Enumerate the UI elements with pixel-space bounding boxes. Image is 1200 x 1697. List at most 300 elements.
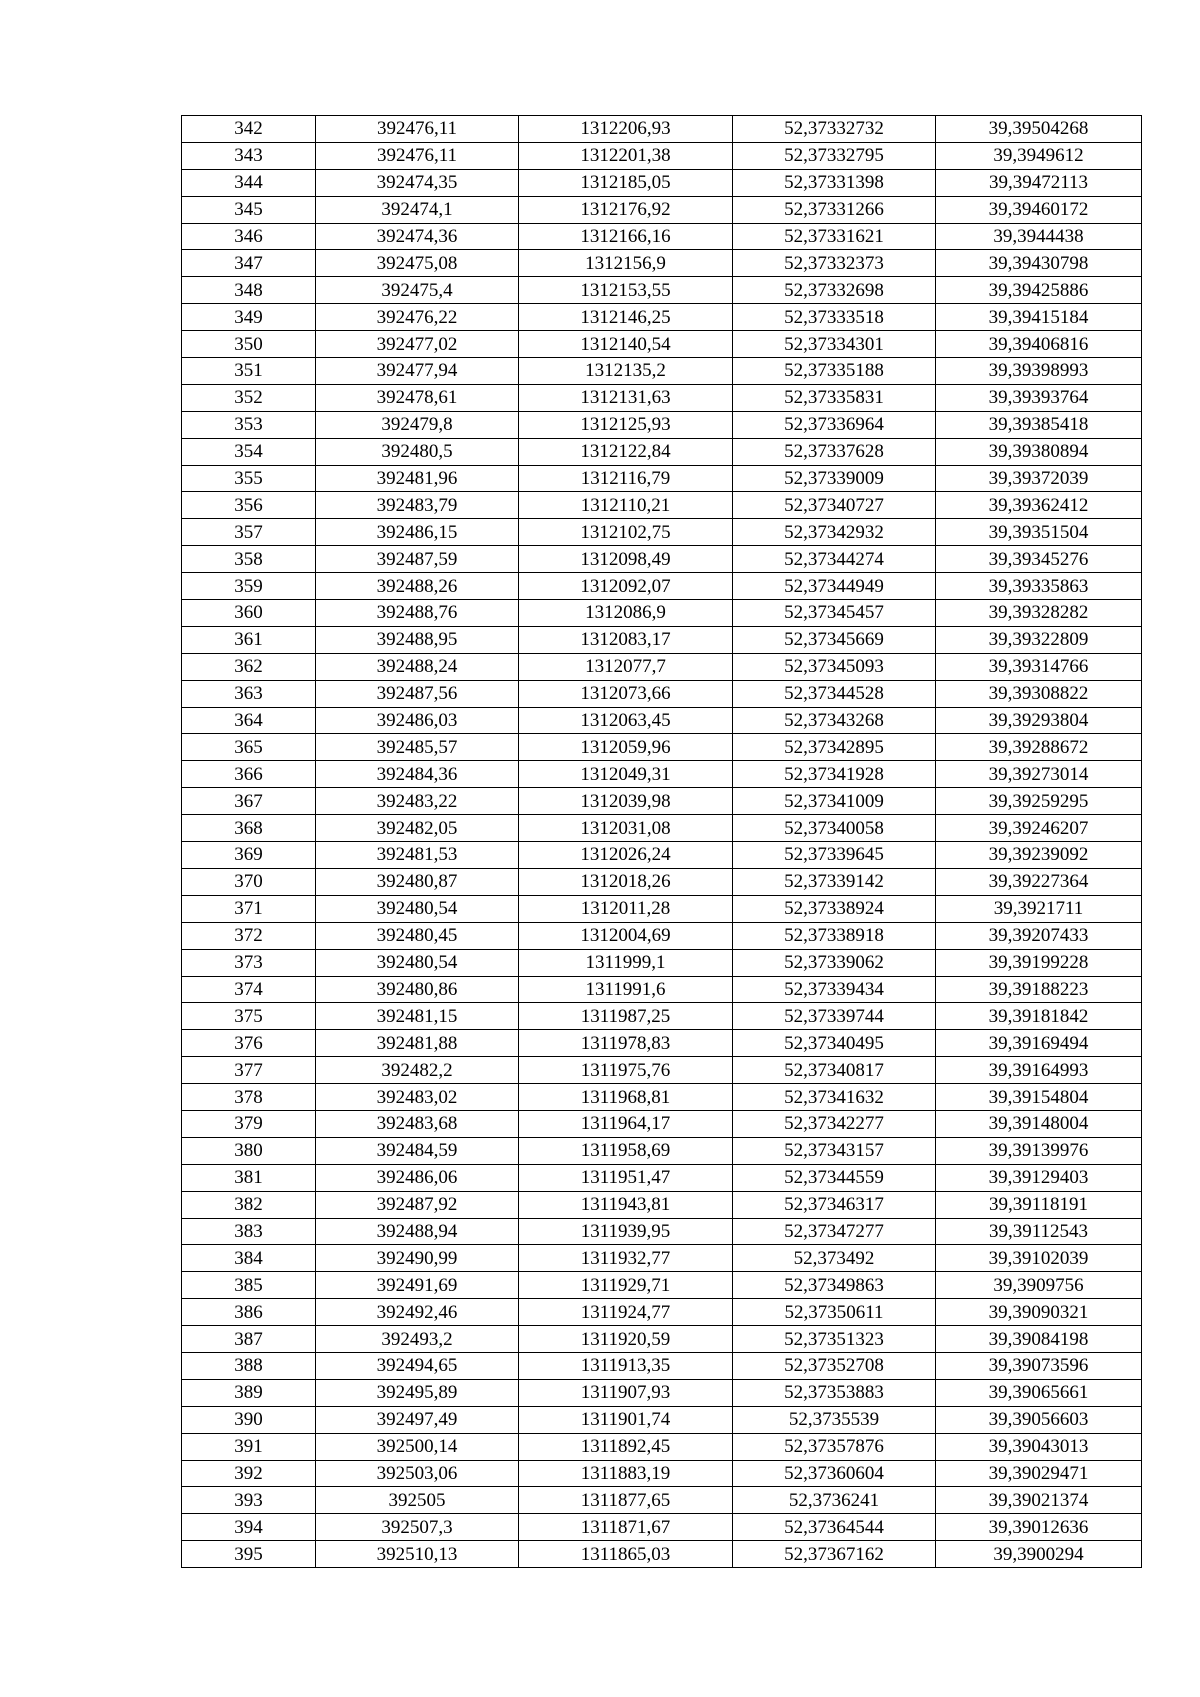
point-number-cell: 389 <box>182 1379 316 1406</box>
longitude-cell: 39,39314766 <box>936 653 1142 680</box>
longitude-cell: 39,39460172 <box>936 196 1142 223</box>
y-coordinate-cell: 1312083,17 <box>519 626 733 653</box>
x-coordinate-cell: 392478,61 <box>316 384 519 411</box>
longitude-cell: 39,3921711 <box>936 895 1142 922</box>
point-number-cell: 352 <box>182 384 316 411</box>
point-number-cell: 377 <box>182 1057 316 1084</box>
x-coordinate-cell: 392480,87 <box>316 868 519 895</box>
table-row <box>182 1433 1142 1460</box>
y-coordinate-cell: 1312018,26 <box>519 868 733 895</box>
table-row <box>182 1191 1142 1218</box>
latitude-cell: 52,37332732 <box>733 116 936 143</box>
point-number-cell: 344 <box>182 169 316 196</box>
longitude-cell: 39,39012636 <box>936 1514 1142 1541</box>
point-number-cell: 383 <box>182 1218 316 1245</box>
point-number-cell: 362 <box>182 653 316 680</box>
y-coordinate-cell: 1311901,74 <box>519 1406 733 1433</box>
table-row <box>182 949 1142 976</box>
point-number-cell: 376 <box>182 1030 316 1057</box>
latitude-cell: 52,37341009 <box>733 788 936 815</box>
x-coordinate-cell: 392484,59 <box>316 1137 519 1164</box>
table-row <box>182 788 1142 815</box>
longitude-cell: 39,39385418 <box>936 411 1142 438</box>
table-row <box>182 573 1142 600</box>
longitude-cell: 39,39199228 <box>936 949 1142 976</box>
longitude-cell: 39,39065661 <box>936 1379 1142 1406</box>
point-number-cell: 348 <box>182 277 316 304</box>
table-row <box>182 1245 1142 1272</box>
latitude-cell: 52,37331266 <box>733 196 936 223</box>
y-coordinate-cell: 1312063,45 <box>519 707 733 734</box>
longitude-cell: 39,39345276 <box>936 546 1142 573</box>
y-coordinate-cell: 1311883,19 <box>519 1460 733 1487</box>
latitude-cell: 52,37333518 <box>733 304 936 331</box>
table-row <box>182 734 1142 761</box>
latitude-cell: 52,37334301 <box>733 331 936 358</box>
point-number-cell: 388 <box>182 1352 316 1379</box>
coordinates-table-body <box>182 116 1142 1568</box>
longitude-cell: 39,39227364 <box>936 868 1142 895</box>
x-coordinate-cell: 392486,15 <box>316 519 519 546</box>
point-number-cell: 387 <box>182 1326 316 1353</box>
y-coordinate-cell: 1311999,1 <box>519 949 733 976</box>
x-coordinate-cell: 392480,54 <box>316 895 519 922</box>
point-number-cell: 378 <box>182 1084 316 1111</box>
point-number-cell: 354 <box>182 438 316 465</box>
longitude-cell: 39,39188223 <box>936 976 1142 1003</box>
point-number-cell: 381 <box>182 1164 316 1191</box>
point-number-cell: 356 <box>182 492 316 519</box>
point-number-cell: 342 <box>182 116 316 143</box>
table-row <box>182 1110 1142 1137</box>
y-coordinate-cell: 1311892,45 <box>519 1433 733 1460</box>
table-row <box>182 815 1142 842</box>
y-coordinate-cell: 1312059,96 <box>519 734 733 761</box>
point-number-cell: 372 <box>182 922 316 949</box>
y-coordinate-cell: 1311871,67 <box>519 1514 733 1541</box>
latitude-cell: 52,37347277 <box>733 1218 936 1245</box>
table-row <box>182 1218 1142 1245</box>
x-coordinate-cell: 392495,89 <box>316 1379 519 1406</box>
y-coordinate-cell: 1311951,47 <box>519 1164 733 1191</box>
latitude-cell: 52,37341632 <box>733 1084 936 1111</box>
point-number-cell: 370 <box>182 868 316 895</box>
table-row <box>182 1326 1142 1353</box>
y-coordinate-cell: 1312201,38 <box>519 142 733 169</box>
y-coordinate-cell: 1312049,31 <box>519 761 733 788</box>
longitude-cell: 39,39181842 <box>936 1003 1142 1030</box>
latitude-cell: 52,37331398 <box>733 169 936 196</box>
longitude-cell: 39,39112543 <box>936 1218 1142 1245</box>
table-row <box>182 250 1142 277</box>
latitude-cell: 52,37344274 <box>733 546 936 573</box>
latitude-cell: 52,3736241 <box>733 1487 936 1514</box>
latitude-cell: 52,37353883 <box>733 1379 936 1406</box>
latitude-cell: 52,37338918 <box>733 922 936 949</box>
longitude-cell: 39,39154804 <box>936 1084 1142 1111</box>
latitude-cell: 52,37342895 <box>733 734 936 761</box>
point-number-cell: 374 <box>182 976 316 1003</box>
y-coordinate-cell: 1312039,98 <box>519 788 733 815</box>
y-coordinate-cell: 1311939,95 <box>519 1218 733 1245</box>
point-number-cell: 353 <box>182 411 316 438</box>
latitude-cell: 52,37336964 <box>733 411 936 438</box>
y-coordinate-cell: 1312135,2 <box>519 358 733 385</box>
point-number-cell: 364 <box>182 707 316 734</box>
longitude-cell: 39,39073596 <box>936 1352 1142 1379</box>
point-number-cell: 365 <box>182 734 316 761</box>
longitude-cell: 39,39207433 <box>936 922 1142 949</box>
point-number-cell: 393 <box>182 1487 316 1514</box>
y-coordinate-cell: 1311978,83 <box>519 1030 733 1057</box>
latitude-cell: 52,37360604 <box>733 1460 936 1487</box>
point-number-cell: 366 <box>182 761 316 788</box>
latitude-cell: 52,37340727 <box>733 492 936 519</box>
y-coordinate-cell: 1311877,65 <box>519 1487 733 1514</box>
x-coordinate-cell: 392476,22 <box>316 304 519 331</box>
x-coordinate-cell: 392507,3 <box>316 1514 519 1541</box>
latitude-cell: 52,37343268 <box>733 707 936 734</box>
x-coordinate-cell: 392474,36 <box>316 223 519 250</box>
point-number-cell: 371 <box>182 895 316 922</box>
latitude-cell: 52,37345457 <box>733 600 936 627</box>
longitude-cell: 39,39308822 <box>936 680 1142 707</box>
x-coordinate-cell: 392492,46 <box>316 1299 519 1326</box>
x-coordinate-cell: 392474,1 <box>316 196 519 223</box>
x-coordinate-cell: 392482,05 <box>316 815 519 842</box>
point-number-cell: 379 <box>182 1110 316 1137</box>
y-coordinate-cell: 1312011,28 <box>519 895 733 922</box>
longitude-cell: 39,39169494 <box>936 1030 1142 1057</box>
y-coordinate-cell: 1311865,03 <box>519 1541 733 1568</box>
table-row <box>182 626 1142 653</box>
y-coordinate-cell: 1312073,66 <box>519 680 733 707</box>
table-row <box>182 1003 1142 1030</box>
table-row <box>182 465 1142 492</box>
longitude-cell: 39,39139976 <box>936 1137 1142 1164</box>
x-coordinate-cell: 392493,2 <box>316 1326 519 1353</box>
longitude-cell: 39,39335863 <box>936 573 1142 600</box>
point-number-cell: 358 <box>182 546 316 573</box>
table-row <box>182 868 1142 895</box>
table-row <box>182 1272 1142 1299</box>
latitude-cell: 52,37350611 <box>733 1299 936 1326</box>
x-coordinate-cell: 392475,08 <box>316 250 519 277</box>
y-coordinate-cell: 1311929,71 <box>519 1272 733 1299</box>
point-number-cell: 343 <box>182 142 316 169</box>
x-coordinate-cell: 392491,69 <box>316 1272 519 1299</box>
latitude-cell: 52,37340058 <box>733 815 936 842</box>
y-coordinate-cell: 1312146,25 <box>519 304 733 331</box>
longitude-cell: 39,39056603 <box>936 1406 1142 1433</box>
latitude-cell: 52,37332373 <box>733 250 936 277</box>
x-coordinate-cell: 392481,53 <box>316 842 519 869</box>
x-coordinate-cell: 392505 <box>316 1487 519 1514</box>
latitude-cell: 52,37331621 <box>733 223 936 250</box>
table-row <box>182 1299 1142 1326</box>
y-coordinate-cell: 1312206,93 <box>519 116 733 143</box>
x-coordinate-cell: 392488,24 <box>316 653 519 680</box>
point-number-cell: 360 <box>182 600 316 627</box>
longitude-cell: 39,39246207 <box>936 815 1142 842</box>
point-number-cell: 357 <box>182 519 316 546</box>
y-coordinate-cell: 1312185,05 <box>519 169 733 196</box>
x-coordinate-cell: 392485,57 <box>316 734 519 761</box>
longitude-cell: 39,39029471 <box>936 1460 1142 1487</box>
y-coordinate-cell: 1312153,55 <box>519 277 733 304</box>
longitude-cell: 39,39393764 <box>936 384 1142 411</box>
latitude-cell: 52,37349863 <box>733 1272 936 1299</box>
latitude-cell: 52,37367162 <box>733 1541 936 1568</box>
longitude-cell: 39,39380894 <box>936 438 1142 465</box>
y-coordinate-cell: 1312156,9 <box>519 250 733 277</box>
table-row <box>182 922 1142 949</box>
longitude-cell: 39,39372039 <box>936 465 1142 492</box>
x-coordinate-cell: 392487,59 <box>316 546 519 573</box>
longitude-cell: 39,39239092 <box>936 842 1142 869</box>
table-row <box>182 895 1142 922</box>
longitude-cell: 39,3944438 <box>936 223 1142 250</box>
longitude-cell: 39,39351504 <box>936 519 1142 546</box>
x-coordinate-cell: 392494,65 <box>316 1352 519 1379</box>
table-row <box>182 1030 1142 1057</box>
x-coordinate-cell: 392483,68 <box>316 1110 519 1137</box>
point-number-cell: 373 <box>182 949 316 976</box>
x-coordinate-cell: 392483,22 <box>316 788 519 815</box>
latitude-cell: 52,37351323 <box>733 1326 936 1353</box>
table-row <box>182 116 1142 143</box>
y-coordinate-cell: 1312116,79 <box>519 465 733 492</box>
table-row <box>182 600 1142 627</box>
point-number-cell: 386 <box>182 1299 316 1326</box>
table-row <box>182 331 1142 358</box>
point-number-cell: 350 <box>182 331 316 358</box>
y-coordinate-cell: 1312176,92 <box>519 196 733 223</box>
y-coordinate-cell: 1311913,35 <box>519 1352 733 1379</box>
x-coordinate-cell: 392480,45 <box>316 922 519 949</box>
latitude-cell: 52,37342932 <box>733 519 936 546</box>
table-row <box>182 358 1142 385</box>
latitude-cell: 52,37340495 <box>733 1030 936 1057</box>
x-coordinate-cell: 392490,99 <box>316 1245 519 1272</box>
x-coordinate-cell: 392480,5 <box>316 438 519 465</box>
table-row <box>182 411 1142 438</box>
x-coordinate-cell: 392510,13 <box>316 1541 519 1568</box>
latitude-cell: 52,37341928 <box>733 761 936 788</box>
x-coordinate-cell: 392488,94 <box>316 1218 519 1245</box>
longitude-cell: 39,39118191 <box>936 1191 1142 1218</box>
y-coordinate-cell: 1311991,6 <box>519 976 733 1003</box>
latitude-cell: 52,37339142 <box>733 868 936 895</box>
longitude-cell: 39,39398993 <box>936 358 1142 385</box>
x-coordinate-cell: 392486,06 <box>316 1164 519 1191</box>
x-coordinate-cell: 392480,54 <box>316 949 519 976</box>
x-coordinate-cell: 392475,4 <box>316 277 519 304</box>
x-coordinate-cell: 392474,35 <box>316 169 519 196</box>
x-coordinate-cell: 392487,56 <box>316 680 519 707</box>
x-coordinate-cell: 392476,11 <box>316 116 519 143</box>
x-coordinate-cell: 392488,26 <box>316 573 519 600</box>
y-coordinate-cell: 1311958,69 <box>519 1137 733 1164</box>
table-row <box>182 169 1142 196</box>
y-coordinate-cell: 1312004,69 <box>519 922 733 949</box>
table-row <box>182 1460 1142 1487</box>
latitude-cell: 52,37340817 <box>733 1057 936 1084</box>
point-number-cell: 395 <box>182 1541 316 1568</box>
point-number-cell: 385 <box>182 1272 316 1299</box>
y-coordinate-cell: 1312092,07 <box>519 573 733 600</box>
x-coordinate-cell: 392477,02 <box>316 331 519 358</box>
y-coordinate-cell: 1312026,24 <box>519 842 733 869</box>
latitude-cell: 52,37342277 <box>733 1110 936 1137</box>
latitude-cell: 52,37339744 <box>733 1003 936 1030</box>
x-coordinate-cell: 392497,49 <box>316 1406 519 1433</box>
table-row <box>182 304 1142 331</box>
point-number-cell: 382 <box>182 1191 316 1218</box>
latitude-cell: 52,37339434 <box>733 976 936 1003</box>
point-number-cell: 394 <box>182 1514 316 1541</box>
latitude-cell: 52,37357876 <box>733 1433 936 1460</box>
x-coordinate-cell: 392487,92 <box>316 1191 519 1218</box>
latitude-cell: 52,37339645 <box>733 842 936 869</box>
longitude-cell: 39,39362412 <box>936 492 1142 519</box>
point-number-cell: 349 <box>182 304 316 331</box>
longitude-cell: 39,3900294 <box>936 1541 1142 1568</box>
table-row <box>182 142 1142 169</box>
x-coordinate-cell: 392479,8 <box>316 411 519 438</box>
point-number-cell: 384 <box>182 1245 316 1272</box>
latitude-cell: 52,37346317 <box>733 1191 936 1218</box>
point-number-cell: 345 <box>182 196 316 223</box>
x-coordinate-cell: 392477,94 <box>316 358 519 385</box>
point-number-cell: 346 <box>182 223 316 250</box>
longitude-cell: 39,39259295 <box>936 788 1142 815</box>
y-coordinate-cell: 1311943,81 <box>519 1191 733 1218</box>
longitude-cell: 39,39102039 <box>936 1245 1142 1272</box>
table-row <box>182 1406 1142 1433</box>
point-number-cell: 359 <box>182 573 316 600</box>
table-row <box>182 976 1142 1003</box>
latitude-cell: 52,37352708 <box>733 1352 936 1379</box>
longitude-cell: 39,39288672 <box>936 734 1142 761</box>
y-coordinate-cell: 1312077,7 <box>519 653 733 680</box>
longitude-cell: 39,39273014 <box>936 761 1142 788</box>
longitude-cell: 39,39043013 <box>936 1433 1142 1460</box>
latitude-cell: 52,37332795 <box>733 142 936 169</box>
y-coordinate-cell: 1311924,77 <box>519 1299 733 1326</box>
latitude-cell: 52,37345669 <box>733 626 936 653</box>
y-coordinate-cell: 1312122,84 <box>519 438 733 465</box>
longitude-cell: 39,39148004 <box>936 1110 1142 1137</box>
latitude-cell: 52,37337628 <box>733 438 936 465</box>
longitude-cell: 39,39430798 <box>936 250 1142 277</box>
point-number-cell: 390 <box>182 1406 316 1433</box>
latitude-cell: 52,3735539 <box>733 1406 936 1433</box>
y-coordinate-cell: 1312140,54 <box>519 331 733 358</box>
y-coordinate-cell: 1312098,49 <box>519 546 733 573</box>
y-coordinate-cell: 1312086,9 <box>519 600 733 627</box>
y-coordinate-cell: 1312102,75 <box>519 519 733 546</box>
x-coordinate-cell: 392481,15 <box>316 1003 519 1030</box>
longitude-cell: 39,3909756 <box>936 1272 1142 1299</box>
point-number-cell: 369 <box>182 842 316 869</box>
table-row <box>182 680 1142 707</box>
x-coordinate-cell: 392480,86 <box>316 976 519 1003</box>
point-number-cell: 368 <box>182 815 316 842</box>
latitude-cell: 52,37345093 <box>733 653 936 680</box>
point-number-cell: 392 <box>182 1460 316 1487</box>
point-number-cell: 351 <box>182 358 316 385</box>
latitude-cell: 52,37344528 <box>733 680 936 707</box>
y-coordinate-cell: 1311975,76 <box>519 1057 733 1084</box>
table-row <box>182 438 1142 465</box>
longitude-cell: 39,39021374 <box>936 1487 1142 1514</box>
y-coordinate-cell: 1311932,77 <box>519 1245 733 1272</box>
table-row <box>182 1164 1142 1191</box>
table-row <box>182 384 1142 411</box>
latitude-cell: 52,373492 <box>733 1245 936 1272</box>
latitude-cell: 52,37339062 <box>733 949 936 976</box>
point-number-cell: 367 <box>182 788 316 815</box>
x-coordinate-cell: 392500,14 <box>316 1433 519 1460</box>
y-coordinate-cell: 1311920,59 <box>519 1326 733 1353</box>
longitude-cell: 39,39406816 <box>936 331 1142 358</box>
latitude-cell: 52,37344559 <box>733 1164 936 1191</box>
longitude-cell: 39,39322809 <box>936 626 1142 653</box>
table-row <box>182 223 1142 250</box>
latitude-cell: 52,37343157 <box>733 1137 936 1164</box>
longitude-cell: 39,3949612 <box>936 142 1142 169</box>
longitude-cell: 39,39293804 <box>936 707 1142 734</box>
y-coordinate-cell: 1311964,17 <box>519 1110 733 1137</box>
latitude-cell: 52,37338924 <box>733 895 936 922</box>
table-row <box>182 277 1142 304</box>
latitude-cell: 52,37344949 <box>733 573 936 600</box>
point-number-cell: 347 <box>182 250 316 277</box>
x-coordinate-cell: 392486,03 <box>316 707 519 734</box>
x-coordinate-cell: 392483,79 <box>316 492 519 519</box>
y-coordinate-cell: 1311987,25 <box>519 1003 733 1030</box>
table-row <box>182 842 1142 869</box>
y-coordinate-cell: 1312125,93 <box>519 411 733 438</box>
table-row <box>182 1514 1142 1541</box>
y-coordinate-cell: 1312110,21 <box>519 492 733 519</box>
table-row <box>182 196 1142 223</box>
longitude-cell: 39,39328282 <box>936 600 1142 627</box>
table-row <box>182 1352 1142 1379</box>
latitude-cell: 52,37335188 <box>733 358 936 385</box>
x-coordinate-cell: 392482,2 <box>316 1057 519 1084</box>
x-coordinate-cell: 392476,11 <box>316 142 519 169</box>
longitude-cell: 39,39090321 <box>936 1299 1142 1326</box>
longitude-cell: 39,39504268 <box>936 116 1142 143</box>
longitude-cell: 39,39084198 <box>936 1326 1142 1353</box>
table-row <box>182 1137 1142 1164</box>
point-number-cell: 355 <box>182 465 316 492</box>
x-coordinate-cell: 392488,76 <box>316 600 519 627</box>
table-row <box>182 707 1142 734</box>
x-coordinate-cell: 392484,36 <box>316 761 519 788</box>
coordinates-table <box>181 115 1142 1568</box>
table-row <box>182 546 1142 573</box>
latitude-cell: 52,37332698 <box>733 277 936 304</box>
x-coordinate-cell: 392483,02 <box>316 1084 519 1111</box>
y-coordinate-cell: 1312166,16 <box>519 223 733 250</box>
y-coordinate-cell: 1312031,08 <box>519 815 733 842</box>
y-coordinate-cell: 1311968,81 <box>519 1084 733 1111</box>
longitude-cell: 39,39425886 <box>936 277 1142 304</box>
x-coordinate-cell: 392488,95 <box>316 626 519 653</box>
